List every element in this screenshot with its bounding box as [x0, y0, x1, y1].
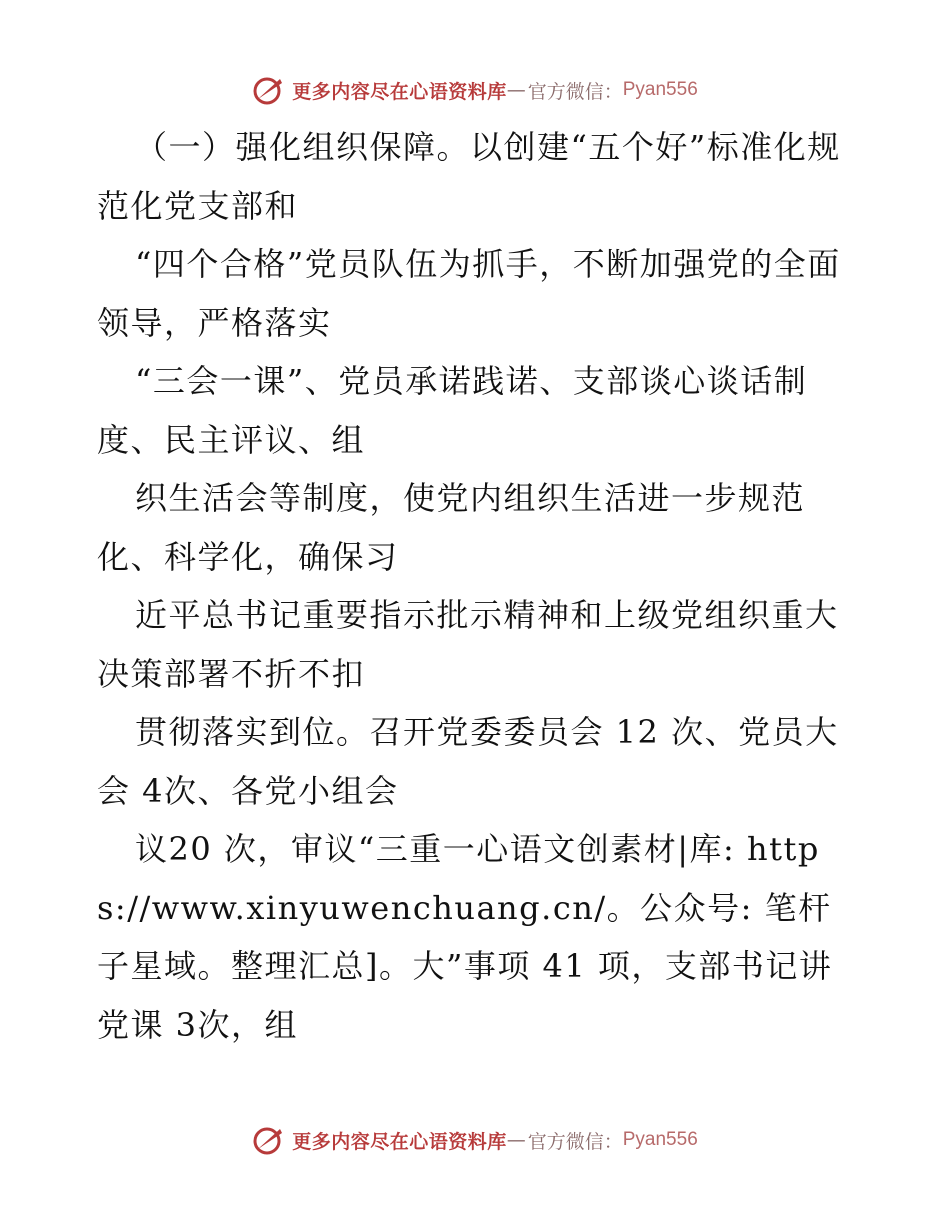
quill-logo-icon: [252, 73, 286, 107]
banner-label: 官方微信：: [527, 80, 623, 103]
banner-label: 官方微信：: [527, 1130, 623, 1153]
banner-wechat-id: Pyan556: [622, 79, 698, 100]
banner-wechat-id: Pyan556: [622, 1129, 698, 1150]
banner-separator: —: [506, 79, 526, 101]
quill-logo-icon: [252, 1123, 286, 1157]
banner-separator: —: [506, 1129, 526, 1151]
paragraph: 贯彻落实到位。召开党委委员会 12 次、党员大会 4次、各党小组会: [97, 713, 839, 810]
banner-main-text: 更多内容尽在心语资料库: [292, 1130, 507, 1153]
paragraph: “四个合格”党员队伍为抓手，不断加强党的全面领导，严格落实: [97, 245, 841, 342]
document-body: [97, 118, 857, 1054]
banner-main-text: 更多内容尽在心语资料库: [292, 80, 507, 103]
paragraph: 近平总书记重要指示批示精神和上级党组织重大决策部署不折不扣: [97, 596, 839, 693]
paragraph: “三会一课”、党员承诺践诺、支部谈心谈话制度、民主评议、组: [97, 362, 808, 459]
paragraph: （一）强化组织保障。以创建“五个好”标准化规范化党支部和: [97, 128, 841, 225]
footer-watermark-banner: [0, 1120, 950, 1160]
header-watermark-banner: [0, 70, 950, 110]
paragraph: 议20 次，审议“三重一心语文创素材|库: https://www.xinyuwenchuang.cn/。公众号: 笔杆子星域。整理汇总]。大”事项 41 项，支部书记讲党课 3次，组: [97, 830, 833, 1044]
paragraph: 织生活会等制度，使党内组织生活进一步规范化、科学化，确保习: [97, 479, 806, 576]
